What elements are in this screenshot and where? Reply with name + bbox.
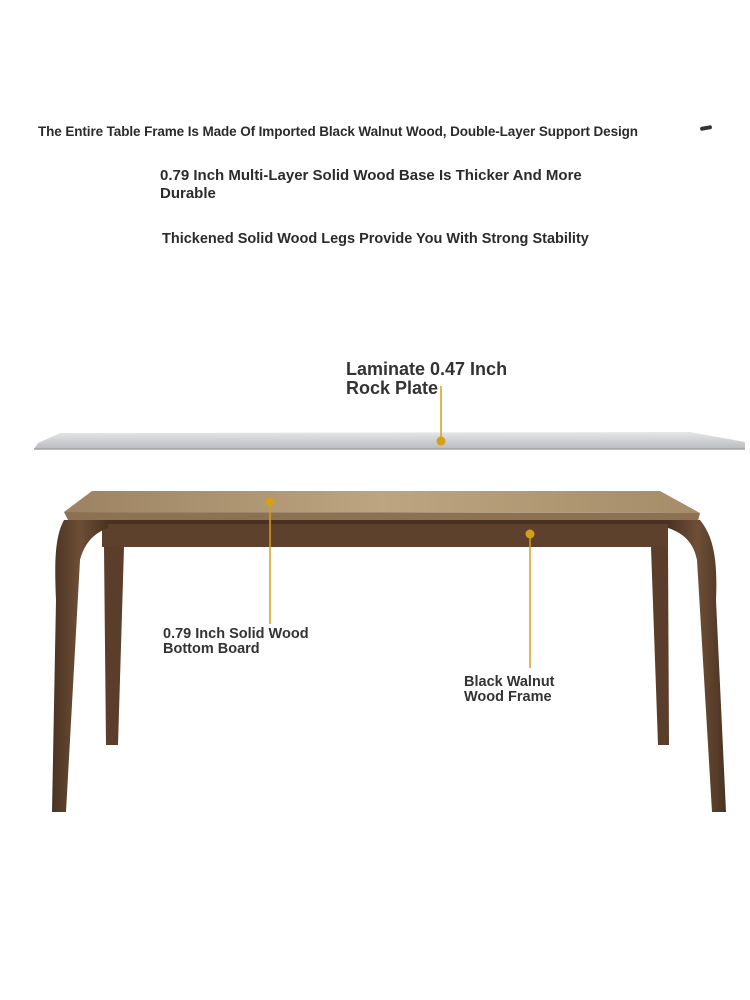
bottom-board-label xyxy=(163,627,363,657)
bottom-board-label-line2: Bottom Board xyxy=(163,641,260,657)
front-right-leg xyxy=(668,520,726,812)
rock-plate xyxy=(34,432,745,449)
rock-plate-label-line2: Rock Plate xyxy=(346,378,439,398)
bottom-board-label-line1: 0.79 Inch Solid Wood xyxy=(163,626,309,642)
frame-caption: The Entire Table Frame Is Made Of Imported Black Walnut Wood, Double-Layer Support Design xyxy=(38,124,638,139)
rock-plate-label xyxy=(346,360,546,398)
walnut-apron xyxy=(102,520,668,547)
table-top xyxy=(64,491,700,513)
front-left-leg xyxy=(52,520,108,812)
rear-left-leg xyxy=(104,547,124,745)
rear-right-leg xyxy=(651,547,669,745)
walnut-frame-label-line2: Wood Frame xyxy=(464,689,552,705)
walnut-frame-label-line1: Black Walnut xyxy=(464,674,555,690)
legs-caption: Thickened Solid Wood Legs Provide You With Strong Stability xyxy=(162,231,589,247)
callout-frame-pointer xyxy=(526,530,535,669)
walnut-frame-label xyxy=(464,675,614,705)
rock-plate-label-line1: Laminate 0.47 Inch xyxy=(346,359,508,379)
base-caption: 0.79 Inch Multi-Layer Solid Wood Base Is Thicker And More Durable xyxy=(160,167,582,202)
